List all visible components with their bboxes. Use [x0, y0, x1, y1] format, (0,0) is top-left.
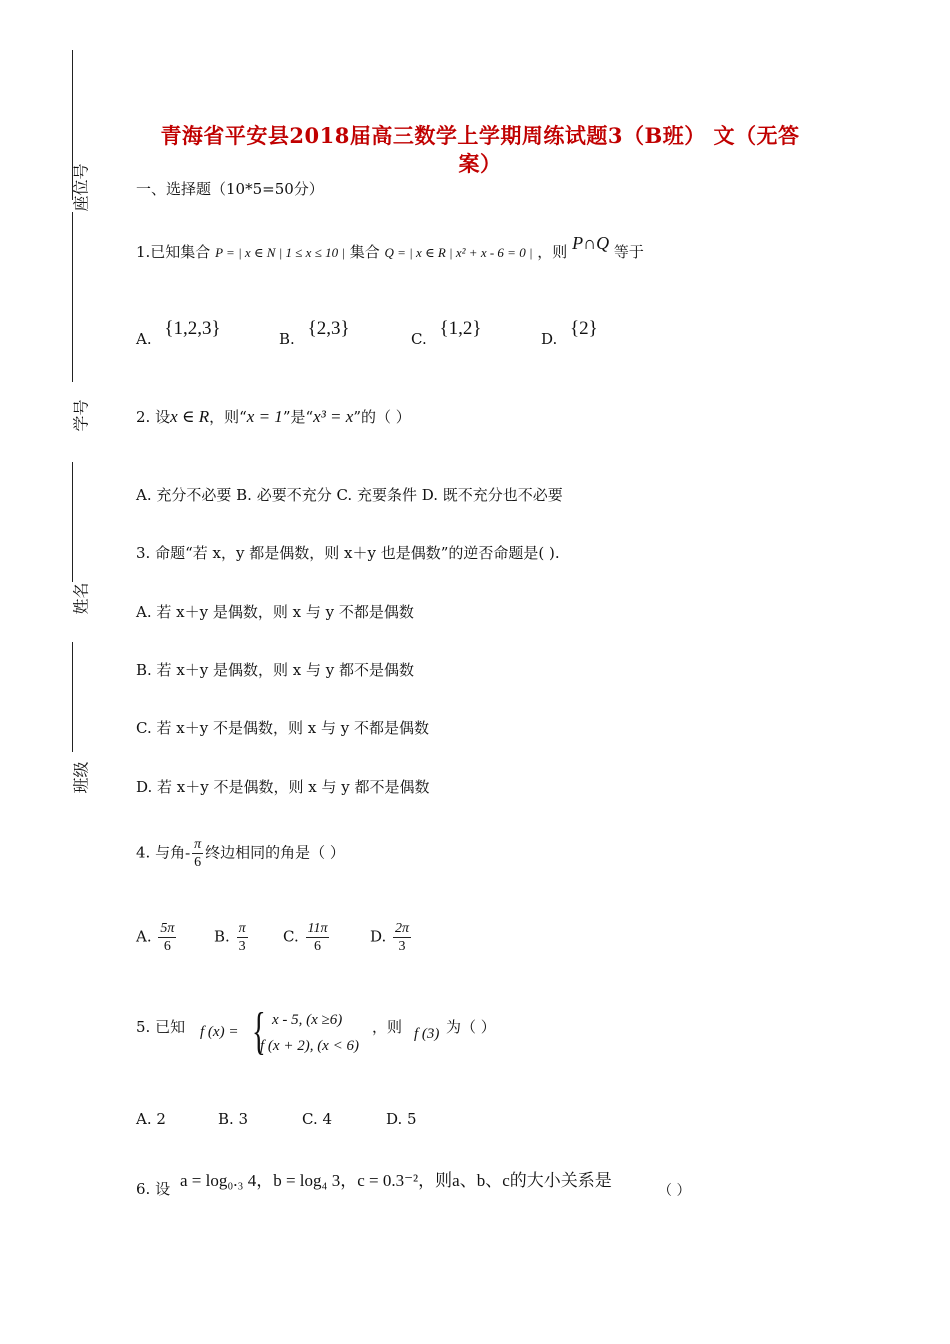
- section-heading: 一、选择题（10*5=50分）: [136, 180, 324, 198]
- binding-line-name: [72, 462, 73, 582]
- q5-case-1: x - 5, (x ≥6): [272, 1012, 343, 1028]
- q4-option-c-fraction: [306, 920, 330, 955]
- q1-option-a[interactable]: [136, 318, 221, 348]
- q4-prefix: 4. 与角: [136, 843, 186, 862]
- q5-option-c[interactable]: C. 4: [302, 1110, 333, 1128]
- q4-angle-fraction: [192, 836, 203, 871]
- q2-options: A. 充分不必要 B. 必要不充分 C. 充要条件 D. 既不充分也不必要: [136, 486, 563, 504]
- q4-option-c[interactable]: [283, 920, 331, 955]
- q5-brace: {: [252, 1003, 266, 1060]
- q1-option-c[interactable]: [411, 318, 482, 348]
- question-5-prefix: 5. 已知: [136, 1018, 186, 1036]
- binding-line-seat: [72, 212, 73, 382]
- q2-is: ”是“: [282, 408, 314, 426]
- q3-option-a[interactable]: A. 若 x＋y 是偶数，则 x 与 y 不都是偶数: [136, 603, 414, 621]
- question-3: 3. 命题“若 x，y 都是偶数，则 x＋y 也是偶数”的逆否命题是( ).: [136, 544, 560, 562]
- q1-option-b[interactable]: [279, 318, 350, 348]
- q2-suffix: ”的（ ）: [353, 408, 411, 426]
- q4-option-d-label: D.: [370, 927, 387, 946]
- q5-suffix: 为（ ）: [446, 1018, 496, 1036]
- q2-condition: x ∈ R: [170, 407, 210, 426]
- q3-option-b[interactable]: B. 若 x＋y 是偶数，则 x 与 y 都不是偶数: [136, 661, 415, 679]
- q1-option-d-label: D.: [541, 330, 558, 348]
- q4-angle-num: π: [194, 837, 202, 852]
- q4-option-c-den: 6: [313, 939, 321, 954]
- q6-prefix: 6. 设: [136, 1180, 171, 1198]
- q3-option-d[interactable]: D. 若 x＋y 不是偶数，则 x 与 y 都不是偶数: [136, 778, 430, 796]
- q1-set-q: Q = | x ∈ R | x² + x - 6 = 0 |: [384, 245, 533, 260]
- question-1: [136, 233, 644, 262]
- exam-title-line1: 青海省平安县2018届高三数学上学期周练试题3（B班） 文（无答: [160, 123, 800, 148]
- q1-then: ，则: [537, 243, 568, 261]
- question-2: [136, 406, 411, 427]
- class-label: 班级: [71, 761, 91, 794]
- exam-title: [140, 122, 820, 178]
- q1-option-a-label: A.: [136, 330, 152, 348]
- q4-option-a[interactable]: [136, 920, 178, 955]
- q4-option-d-den: 3: [398, 939, 406, 954]
- q2-then: ，则“: [209, 408, 247, 426]
- q4-option-a-num: 5π: [160, 921, 175, 936]
- q1-option-c-value: {1,2}: [439, 318, 482, 339]
- q4-option-a-fraction: [158, 920, 176, 955]
- q4-option-b-fraction: [237, 920, 248, 955]
- q1-option-d[interactable]: [541, 318, 598, 348]
- q5-option-b[interactable]: B. 3: [218, 1110, 249, 1128]
- q5-case-2: f (x + 2), (x < 6): [260, 1038, 359, 1054]
- question-4: [136, 836, 345, 871]
- q1-prefix: 1.已知集合: [136, 243, 211, 261]
- student-id-label: 学号: [71, 399, 91, 432]
- q4-option-a-den: 6: [163, 939, 171, 954]
- q1-suffix: 等于: [613, 243, 644, 261]
- question-6: [136, 1178, 170, 1199]
- q2-b: x³ = x: [313, 407, 354, 426]
- q4-option-d[interactable]: [370, 920, 413, 955]
- q4-option-a-label: A.: [136, 927, 152, 946]
- name-label: 姓名: [71, 582, 91, 615]
- q4-suffix: 终边相同的角是（ ）: [205, 843, 345, 862]
- q6-expression: a = log₀.₃ 4，b = log₄ 3，c = 0.3⁻²，则a、b、c的大小关系是: [180, 1171, 612, 1190]
- q5-then: ，则: [372, 1018, 403, 1036]
- q1-set-p: P = | x ∈ N | 1 ≤ x ≤ 10 |: [215, 245, 345, 260]
- seat-number-label: 座位号: [71, 163, 91, 212]
- q1-mid: 集合: [349, 243, 380, 261]
- q4-option-d-fraction: [393, 920, 411, 955]
- q6-suffix: （ ）: [658, 1183, 691, 1199]
- q1-option-a-value: {1,2,3}: [164, 318, 221, 339]
- q1-expression: P∩Q: [572, 233, 610, 253]
- q4-option-b-label: B.: [214, 927, 230, 946]
- binding-line-class: [72, 642, 73, 752]
- q5-option-d[interactable]: D. 5: [386, 1110, 417, 1128]
- q4-option-b[interactable]: [214, 920, 250, 955]
- q2-a: x = 1: [246, 407, 283, 426]
- q1-option-b-value: {2,3}: [307, 318, 350, 339]
- q1-option-c-label: C.: [411, 330, 427, 348]
- q4-option-c-num: 11π: [307, 921, 328, 936]
- q4-option-d-num: 2π: [395, 921, 410, 936]
- q4-option-b-num: π: [238, 921, 246, 936]
- q3-option-c[interactable]: C. 若 x＋y 不是偶数，则 x 与 y 不都是偶数: [136, 719, 429, 737]
- q1-option-d-value: {2}: [570, 318, 598, 339]
- exam-title-line2: 案）: [458, 151, 502, 176]
- q4-option-c-label: C.: [283, 927, 299, 946]
- q5-option-a[interactable]: A. 2: [136, 1110, 166, 1128]
- q1-option-b-label: B.: [279, 330, 295, 348]
- q4-angle-den: 6: [194, 855, 202, 870]
- q4-option-b-den: 3: [238, 939, 246, 954]
- q5-fx: f (x) =: [200, 1024, 239, 1040]
- q2-prefix: 2. 设: [136, 408, 171, 426]
- q5-f3: f (3): [414, 1026, 440, 1042]
- q4-angle-sign: -: [185, 845, 191, 862]
